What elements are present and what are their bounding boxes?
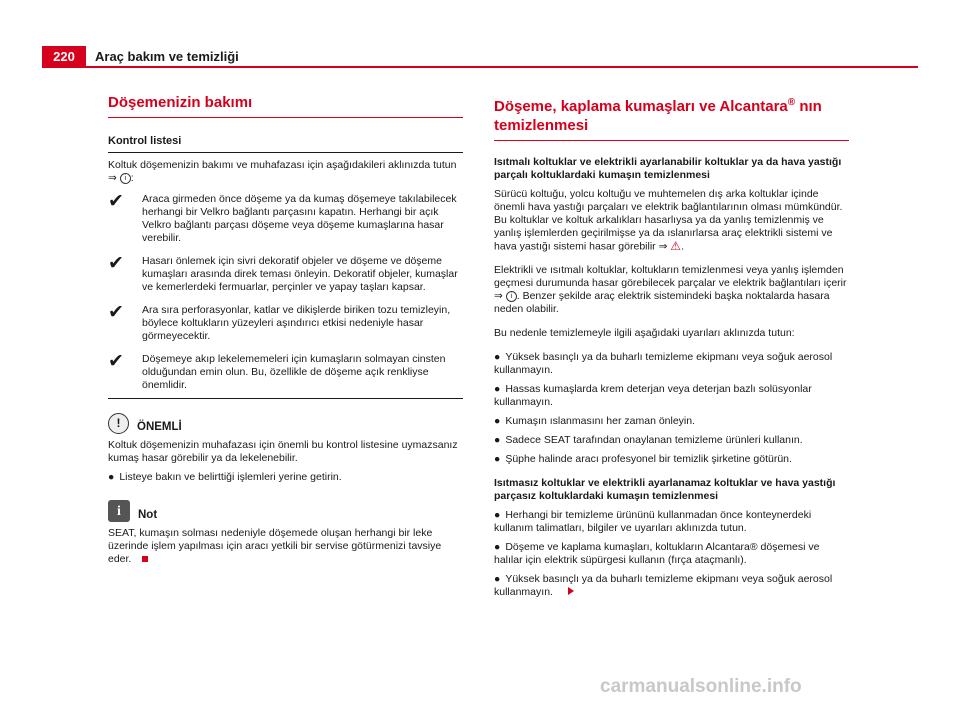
bullet-item: ● Yüksek basınçlı ya da buharlı temizleme ekipmanı veya soğuk aerosol kullanmayın.	[494, 351, 833, 377]
important-icon: !	[108, 413, 129, 434]
chapter-title: Araç bakım ve temizliği	[95, 49, 239, 64]
checkmark-icon: ✔	[108, 191, 124, 212]
important-title: ÖNEMLİ	[137, 421, 182, 433]
continue-arrow-icon[interactable]	[568, 587, 574, 595]
checkmark-icon: ✔	[108, 351, 124, 372]
right-paragraph-1: Sürücü koltuğu, yolcu koltuğu ve muhtemelen dış arka koltuklar içinde önemli hava yastığı parçaları ve elektrik bağlantılarının olması mümkündür. Bu koltuklar ve koltuk arkalıkları hasarlıysa ya da yanlış temizlenmiş ve yanlış işlemlerden geçirilmişse ya da ıslanırlarsa araç elektrikli sistemi ve hava yastığı sistemi hasar görebilir ⇒ ⚠.	[494, 188, 843, 253]
section2-title: Isıtmasız koltuklar ve elektrikli ayarlanamaz koltuklar ve hava yastığı parçasız koltuklardaki kumaşın temizlenmesi	[494, 477, 836, 503]
section1-title: Isıtmalı koltuklar ve elektrikli ayarlanabilir koltuklar ya da hava yastığı parçalı koltuklardaki kumaşın temizlenmesi	[494, 156, 842, 181]
right-paragraph-3: Bu nedenle temizlemeyle ilgili aşağıdaki uyarıları aklınızda tutun:	[494, 327, 795, 340]
warning-icon[interactable]: ⚠	[670, 239, 682, 253]
watermark: carmanualsonline.info	[600, 676, 802, 697]
check-item: ✔ Döşemeye akıp lekelememeleri için kumaşların solmayan cinsten olduğundan emin olun. Bu, özellikle de döşeme açık renkliyse önemlidir.	[108, 351, 446, 391]
right-paragraph-2: Elektrikli ve ısıtmalı koltuklar, koltukların temizlenmesi veya yanlış işlemden geçmesi durumunda hasar görebilecek parçalar ve elektrik bağlantıları içerir ⇒ i . Benzer şekilde araç elektrik sistemindeki başka noktalarda hasara neden olabilir.	[494, 264, 847, 316]
left-column	[108, 93, 463, 577]
checklist-title: Kontrol listesi	[108, 135, 182, 147]
note-text: SEAT, kumaşın solması nedeniyle döşemede oluşan herhangi bir leke üzerinde işlem yapılması için aracı yetkili bir servise götürmenizi tavsiye eder.	[108, 527, 442, 565]
bullet-item: ● Şüphe halinde aracı profesyonel bir temizlik şirketine götürün.	[494, 453, 792, 466]
section-end-marker	[142, 556, 148, 562]
important-bullet: ● Listeye bakın ve belirttiği işlemleri yerine getirin.	[108, 471, 342, 483]
check-item: ✔ Hasarı önlemek için sivri dekoratif objeler ve döşeme ve döşeme kumaşları arasında direk teması önleyin. Dekoratif objeler, kumaşlar ve kemerlerdeki fermuarlar, perçinler ve yapay taşları kapsar.	[108, 253, 458, 293]
checklist-rule-top	[108, 152, 463, 153]
check-item: ✔ Araca girmeden önce döşeme ya da kumaş döşemeye takılabilecek herhangi bir Velkro bağlantı parçasını kapatın. Herhangi bir açık Velkro bağlantı parçası döşeme veya döşeme kumaşlarına hasar verebilir.	[108, 191, 457, 244]
bullet-item: ● Yüksek basınçlı ya da buharlı temizleme ekipmanı veya soğuk aerosol kullanmayın.	[494, 573, 833, 599]
left-heading: Döşemenizin bakımı	[108, 93, 463, 118]
checkmark-icon: ✔	[108, 253, 124, 274]
note-header	[108, 500, 463, 522]
checkmark-icon: ✔	[108, 302, 124, 323]
note-icon: i	[108, 500, 130, 522]
check-item: ✔ Ara sıra perforasyonlar, katlar ve dikişlerde biriken tozu temizleyin, böylece koltukların yüzeyleri aşındırıcı etkisi nedeniyle hasar görmeyecektir.	[108, 302, 451, 342]
bullet-item: ● Kumaşın ıslanmasını her zaman önleyin.	[494, 415, 696, 428]
important-text: Koltuk döşemenizin muhafazası için önemli bu kontrol listesine uymazsanız kumaş hasar görebilir ya da lekelenebilir.	[108, 439, 458, 464]
bullet-item: ● Döşeme ve kaplama kumaşları, koltukların Alcantara® döşemesi ve halılar için elektrik süpürgesi kullanın (fırça ataçmanlı).	[494, 541, 820, 567]
info-small-icon[interactable]: i	[506, 291, 517, 302]
info-small-icon[interactable]: i	[120, 173, 131, 184]
right-column	[494, 93, 849, 605]
page-number: 220	[42, 46, 86, 68]
header-rule	[86, 66, 918, 68]
bullet-item: ● Sadece SEAT tarafından onaylanan temizleme ürünleri kullanın.	[494, 434, 803, 447]
bullet-item: ● Hassas kumaşlarda krem deterjan veya deterjan bazlı solüsyonlar kullanmayın.	[494, 383, 812, 409]
important-header	[108, 413, 463, 434]
right-heading: Döşeme, kaplama kumaşları ve Alcantara® nın temizlenmesi	[494, 93, 849, 141]
checklist-intro: Koltuk döşemenizin bakımı ve muhafazası için aşağıdakileri aklınızda tutun ⇒ i :	[108, 159, 457, 184]
checklist-rule-bottom	[108, 398, 463, 399]
note-title: Not	[138, 509, 158, 521]
bullet-item: ● Herhangi bir temizleme ürününü kullanmadan önce konteynerdeki kullanım talimatları, bilgiler ve uyarıları aklınızda tutun.	[494, 509, 812, 535]
